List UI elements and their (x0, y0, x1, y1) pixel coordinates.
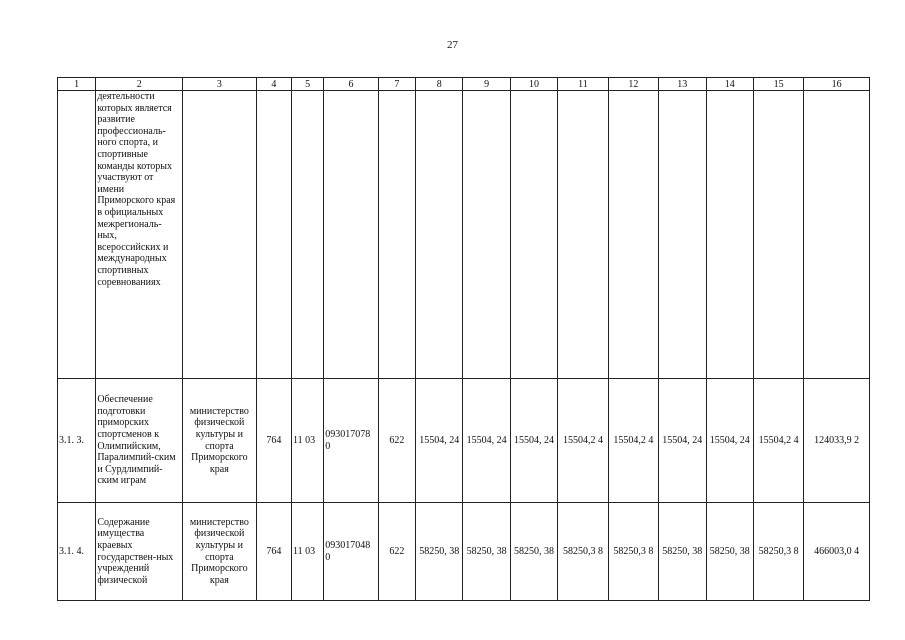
data-cell (753, 91, 803, 379)
data-cell: 58250,3 8 (608, 503, 658, 601)
activity-name-cell: деятельности которых является развитие профессиональ-ного спорта, и спортивные команды которых участвуют от имени Приморского края в официальных межрегиональ-ных, всероссийских и международных спортивных соревнованиях (96, 91, 183, 379)
data-cell: 58250, 38 (463, 503, 510, 601)
activity-name-cell: Обеспечение подготовки приморских спортсменов к Олимпийским, Паралимпий-ским и Сурдлимпий-ским играм (96, 379, 183, 503)
header-cell: 6 (324, 78, 378, 91)
header-cell: 3 (183, 78, 257, 91)
data-cell: 466003,0 4 (804, 503, 870, 601)
data-cell (558, 91, 608, 379)
data-cell (324, 91, 378, 379)
data-cell: 622 (378, 379, 415, 503)
data-cell (463, 91, 510, 379)
data-cell: 15504, 24 (416, 379, 463, 503)
header-cell: 10 (510, 78, 557, 91)
table-header-row (58, 78, 870, 91)
header-cell: 5 (291, 78, 323, 91)
header-cell: 4 (256, 78, 291, 91)
data-cell: 15504, 24 (510, 379, 557, 503)
data-cell (706, 91, 753, 379)
header-cell: 11 (558, 78, 608, 91)
row-number-cell: 3.1. 3. (58, 379, 96, 503)
data-cell (510, 91, 557, 379)
data-cell: 124033,9 2 (804, 379, 870, 503)
data-cell (256, 91, 291, 379)
executor-cell (183, 91, 257, 379)
table-row (58, 379, 870, 503)
table-row-continuation (58, 91, 870, 379)
data-cell (659, 91, 706, 379)
data-cell (291, 91, 323, 379)
header-cell: 13 (659, 78, 706, 91)
header-cell: 15 (753, 78, 803, 91)
data-cell: 58250,3 8 (558, 503, 608, 601)
data-cell: 15504,2 4 (608, 379, 658, 503)
header-cell: 16 (804, 78, 870, 91)
data-cell: 15504, 24 (463, 379, 510, 503)
data-cell: 58250, 38 (416, 503, 463, 601)
header-cell: 14 (706, 78, 753, 91)
data-cell: 764 (256, 379, 291, 503)
data-cell: 15504, 24 (706, 379, 753, 503)
page-number: 27 (447, 39, 458, 51)
row-number-cell (58, 91, 96, 379)
header-cell: 2 (96, 78, 183, 91)
data-cell (804, 91, 870, 379)
header-cell: 12 (608, 78, 658, 91)
data-cell (378, 91, 415, 379)
data-cell: 58250,3 8 (753, 503, 803, 601)
executor-cell: министерство физической культуры и спорта Приморского края (183, 503, 257, 601)
data-cell: 11 03 (291, 503, 323, 601)
data-cell: 58250, 38 (706, 503, 753, 601)
header-cell: 9 (463, 78, 510, 91)
data-cell: 093017078 0 (324, 379, 378, 503)
row-number-cell: 3.1. 4. (58, 503, 96, 601)
data-cell: 764 (256, 503, 291, 601)
data-cell: 15504,2 4 (558, 379, 608, 503)
header-cell: 1 (58, 78, 96, 91)
data-cell: 622 (378, 503, 415, 601)
table-row (58, 503, 870, 601)
header-cell: 7 (378, 78, 415, 91)
activity-name-cell: Содержание имущества краевых государствен-ных учреждений физической (96, 503, 183, 601)
data-cell: 15504, 24 (659, 379, 706, 503)
executor-cell: министерство физической культуры и спорта Приморского края (183, 379, 257, 503)
data-cell: 58250, 38 (510, 503, 557, 601)
data-cell: 11 03 (291, 379, 323, 503)
data-cell: 15504,2 4 (753, 379, 803, 503)
budget-table (57, 77, 870, 601)
data-cell: 093017048 0 (324, 503, 378, 601)
data-cell: 58250, 38 (659, 503, 706, 601)
data-cell (608, 91, 658, 379)
header-cell: 8 (416, 78, 463, 91)
data-cell (416, 91, 463, 379)
